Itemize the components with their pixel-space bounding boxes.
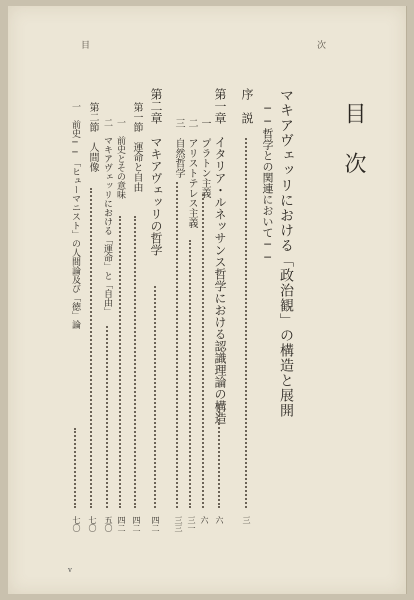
toc-subtitle: ──哲学との関連において──	[261, 102, 274, 264]
toc-page: 五〇	[104, 516, 113, 532]
toc-main-title: マキアヴェッリにおける「政治観」の構造と展開	[278, 88, 294, 418]
toc-page: 三一	[187, 516, 196, 532]
toc-dots	[176, 182, 178, 508]
page-folio: v	[68, 566, 72, 574]
running-head-left: 目	[79, 40, 89, 49]
toc-page: 七〇	[72, 516, 81, 532]
toc-ch2-s1-item-2: 二 マキアヴェッリにおける「運命」と「自由」	[102, 118, 112, 316]
running-head-right: 次	[315, 40, 325, 49]
toc-dots	[106, 326, 108, 508]
toc-dots	[202, 194, 204, 508]
toc-dots	[74, 428, 76, 508]
toc-page: 三三	[174, 516, 183, 532]
toc-ch1-item-1: 一 プラトン主義	[199, 118, 210, 198]
toc-dots	[90, 188, 92, 508]
toc-ch2-section-1: 第一節 運命と自由	[131, 102, 142, 192]
toc-ch1-item-2: 二 アリストテレス主義	[186, 118, 197, 228]
toc-page: 六	[215, 516, 224, 524]
toc-ch2-section-2: 第二節 人間像	[87, 102, 98, 172]
toc-dots	[119, 216, 121, 508]
toc-jo: 序 説	[240, 88, 254, 124]
toc-chapter-2: 第二章 マキアヴェッリの哲学	[149, 88, 163, 256]
toc-dots	[134, 216, 136, 508]
toc-dots	[245, 138, 247, 508]
toc-page: 四二	[132, 516, 141, 532]
toc-page: 六	[200, 516, 209, 524]
toc-dots	[218, 404, 220, 508]
toc-dots	[154, 286, 156, 508]
toc-page: 三	[242, 516, 251, 524]
page-title-moku: 目	[341, 102, 366, 124]
page-title-ji: 次	[341, 152, 366, 174]
toc-page: 四二	[151, 516, 160, 532]
toc-ch1-item-3: 三 自然哲学	[173, 118, 184, 178]
toc-page: 七〇	[88, 516, 97, 532]
toc-ch2-s2-item-1: 一 前史──「ヒューマニスト」の人間論及び「徳」論	[70, 102, 80, 329]
toc-ch2-s1-item-1: 一 前史とその意味	[115, 118, 125, 199]
toc-page: 四二	[117, 516, 126, 532]
book-page	[8, 6, 407, 594]
toc-chapter-1: 第一章 イタリア・ルネッサンス哲学における認識理論の構造	[213, 88, 227, 424]
toc-dots	[189, 240, 191, 508]
